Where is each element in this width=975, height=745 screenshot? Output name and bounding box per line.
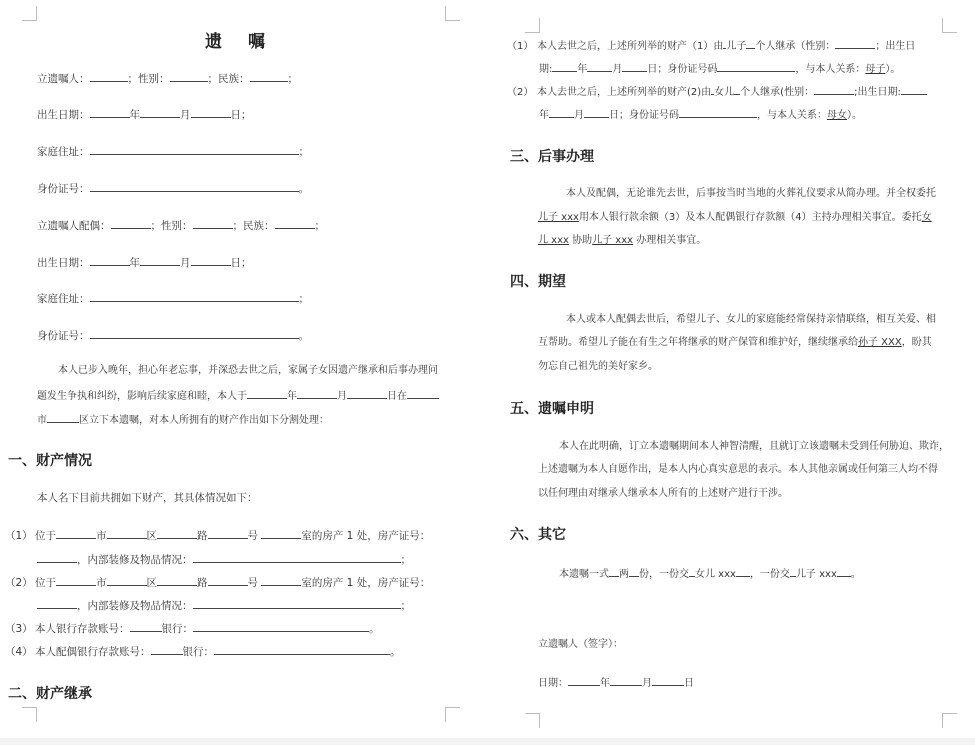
- bank-name-field[interactable]: [193, 621, 369, 632]
- spouse-bank-account-item: （4） 本人配偶银行存款账号： 银行： 。: [5, 646, 401, 658]
- road-field[interactable]: [157, 575, 197, 586]
- section-heading-inheritance: 二、财产继承: [8, 686, 92, 702]
- section-heading-other: 六、其它: [510, 527, 566, 543]
- spouse-bank-account-field[interactable]: [151, 644, 183, 655]
- spouse-birth-month-field[interactable]: [140, 255, 180, 266]
- spouse-bank-name-field[interactable]: [214, 644, 390, 655]
- property-item-2-cont: ，内部装修及物品情况： ；: [37, 598, 411, 613]
- spouse-id-line: 身份证号： 。: [37, 330, 309, 342]
- signature-line: 立遗嘱人（签字）：: [538, 639, 623, 650]
- spouse-birth-year-field[interactable]: [90, 255, 130, 266]
- heir1-birth-month-field[interactable]: [587, 61, 612, 72]
- sign-year-field[interactable]: [568, 675, 600, 686]
- inheritance-item-1-cont: 期: 年 月 日；身份证号码 ，与本人关系：母子）。: [539, 61, 900, 77]
- spouse-birth-date-line: 出生日期： 年 月 日；: [37, 257, 252, 269]
- spouse-gender-field[interactable]: [193, 218, 233, 229]
- furnishing-field[interactable]: [193, 598, 401, 609]
- declaration-line-1: 本人在此明确，订立本遗嘱期间本人神智清醒，且就订立该遗嘱未受到任何胁迫、欺诈，: [559, 441, 949, 452]
- document-page-2: [490, 0, 975, 738]
- bank-account-item: （3） 本人银行存款账号： 银行： 。: [5, 623, 380, 635]
- heir1-gender-field[interactable]: [835, 38, 875, 49]
- intro-paragraph-line-3: 市 区立下本遗嘱，对本人所拥有的财产作出如下分割处理：: [37, 412, 329, 428]
- room-field[interactable]: [261, 528, 301, 539]
- intro-paragraph-line-1: 本人已步入晚年，担心年老忘事，并深恐去世之后，家属子女因遗产继承和后事办理问: [58, 365, 438, 376]
- intro-paragraph-line-2: 题发生争执和纠纷，影响后续家庭和睦，本人于 年 月 日在: [37, 388, 439, 404]
- name-field[interactable]: [90, 71, 128, 82]
- city-field[interactable]: [56, 528, 96, 539]
- address-line: 家庭住址： ；: [37, 146, 309, 158]
- copies-line: 本遗嘱一式 两 份，一份交 女儿 xxx ，一份交 儿子 xxx 。: [559, 566, 861, 582]
- property-intro: 本人名下目前共拥如下财产，其具体情况如下：: [37, 492, 258, 504]
- funeral-line-1: 本人及配偶，无论谁先去世，后事按当时当地的火葬礼仪要求从简办理。并全权委托: [566, 188, 936, 199]
- page-corner-mark: [942, 713, 957, 728]
- testator-line: 立遗嘱人： ；性别： ；民族： ；: [37, 73, 298, 85]
- inheritance-item-2-cont: 年 月 日；身份证号码 ，与本人关系：母女）。: [539, 107, 862, 123]
- number-field[interactable]: [208, 528, 248, 539]
- section-heading-funeral: 三、后事办理: [510, 149, 594, 165]
- spouse-address-field[interactable]: [90, 291, 299, 302]
- property-item-2: （2） 位于 市 区 路 号 室的房产 1 处，房产证号：: [5, 577, 431, 589]
- district-field[interactable]: [107, 575, 147, 586]
- road-field[interactable]: [157, 528, 197, 539]
- will-city-field[interactable]: [407, 388, 439, 399]
- sign-month-field[interactable]: [610, 675, 642, 686]
- section-heading-declaration: 五、遗嘱申明: [510, 401, 594, 417]
- document-page-1: [0, 0, 480, 738]
- district-field[interactable]: [107, 528, 147, 539]
- heir2-birth-year-field[interactable]: [901, 84, 927, 95]
- spouse-line: 立遗嘱人配偶： ；性别： ；民族： ；: [37, 220, 325, 232]
- declaration-line-3: 以任何理由对继承人继承本人所有的上述财产进行干涉。: [538, 488, 788, 499]
- id-number-field[interactable]: [90, 181, 299, 192]
- heir2-id-field[interactable]: [679, 107, 757, 118]
- ethnicity-field[interactable]: [250, 71, 288, 82]
- inheritance-item-2: （2） 本人去世之后，上述所列举的财产(2)由 女儿 个人继承(性别： ;出生日期:: [507, 84, 927, 100]
- section-heading-property: 一、财产情况: [8, 453, 92, 469]
- birth-date-line: 出生日期： 年 月 日；: [37, 109, 252, 121]
- furnishing-field[interactable]: [193, 552, 401, 563]
- wishes-line-2: 互帮助。希望儿子能在有生之年将继承的财产保管和维护好，继续继承给孙子 XXX，盼其: [538, 337, 932, 348]
- page-gap: [0, 738, 975, 745]
- declaration-line-2: 上述遗嘱为本人自愿作出，是本人内心真实意思的表示。本人其他亲属或任何第三人均不得: [538, 464, 938, 475]
- page-corner-mark: [942, 18, 957, 33]
- section-heading-wishes: 四、期望: [510, 274, 566, 290]
- deed-number-field[interactable]: [37, 552, 77, 563]
- property-item-1: （1） 位于 市 区 路 号 室的房产 1 处，房产证号：: [5, 530, 431, 542]
- birth-year-field[interactable]: [90, 107, 130, 118]
- page-corner-mark: [22, 6, 37, 21]
- property-item-1-cont: ，内部装修及物品情况： ；: [37, 552, 411, 567]
- city-field[interactable]: [56, 575, 96, 586]
- heir1-birth-day-field[interactable]: [622, 61, 647, 72]
- heir2-gender-field[interactable]: [814, 84, 854, 95]
- spouse-id-field[interactable]: [90, 328, 299, 339]
- document-title: 遗 嘱: [205, 32, 275, 52]
- inheritance-item-1: （1） 本人去世之后，上述所列举的财产（1）由 儿子 个人继承（性别： ；出生日: [507, 38, 915, 54]
- sign-day-field[interactable]: [652, 675, 684, 686]
- heir1-birth-year-field[interactable]: [552, 61, 577, 72]
- will-day-field[interactable]: [347, 388, 387, 399]
- bank-account-field[interactable]: [130, 621, 162, 632]
- id-number-line: 身份证号： 。: [37, 183, 309, 195]
- page-corner-mark: [445, 707, 460, 722]
- will-year-field[interactable]: [247, 388, 287, 399]
- funeral-line-3: 儿 xxx 协助儿子 xxx 办理相关事宜。: [538, 235, 707, 246]
- number-field[interactable]: [208, 575, 248, 586]
- page-corner-mark: [445, 6, 460, 21]
- spouse-ethnicity-field[interactable]: [275, 218, 315, 229]
- page-corner-mark: [525, 713, 540, 728]
- spouse-birth-day-field[interactable]: [191, 255, 231, 266]
- spouse-name-field[interactable]: [111, 218, 151, 229]
- room-field[interactable]: [261, 575, 301, 586]
- heir2-birth-month-field[interactable]: [549, 107, 574, 118]
- page-corner-mark: [525, 18, 540, 33]
- funeral-line-2: 儿子 xxx用本人银行款余额（3）及本人配偶银行存款额（4）主持办理相关事宜。委托女: [538, 212, 932, 223]
- birth-month-field[interactable]: [140, 107, 180, 118]
- sign-date-line: 日期： 年 月 日: [538, 675, 694, 691]
- page-corner-mark: [22, 707, 37, 722]
- heir2-birth-day-field[interactable]: [584, 107, 609, 118]
- will-district-field[interactable]: [47, 412, 79, 423]
- will-month-field[interactable]: [297, 388, 337, 399]
- spouse-address-line: 家庭住址： ；: [37, 293, 309, 305]
- birth-day-field[interactable]: [191, 107, 231, 118]
- wishes-line-1: 本人或本人配偶去世后，希望儿子、女儿的家庭能经常保持亲情联络，相互关爱、相: [566, 314, 936, 325]
- wishes-line-3: 勿忘自己祖先的美好家乡。: [538, 361, 658, 372]
- address-field[interactable]: [90, 144, 299, 155]
- deed-number-field[interactable]: [37, 598, 77, 609]
- gender-field[interactable]: [170, 71, 208, 82]
- heir1-id-field[interactable]: [717, 61, 795, 72]
